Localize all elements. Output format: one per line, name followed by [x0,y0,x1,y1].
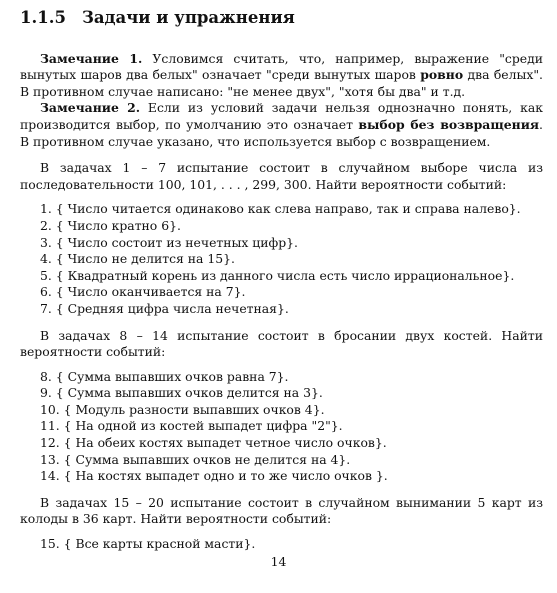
problem-item: 7. { Средняя цифра числа нечетная}. [40,300,289,316]
problem-item: 1. { Число читается одинаково как слева направо, так и справа налево}. [40,201,521,217]
problem-item: 8. { Сумма выпавших очков равна 7}. [40,368,289,384]
problem-item: 9. { Сумма выпавших очков делится на 3}. [40,385,323,401]
remark-2-text-b: . В противном случае указано, что используется выбор с возвращением. [20,116,543,149]
problem-item: 3. { Число состоит из нечетных цифр}. [40,234,298,250]
remark-2-bold: выбор без возвращения [358,116,540,132]
section-heading [20,10,543,27]
group-2-list [20,369,543,485]
remark-1-bold: ровно [420,67,464,83]
section-title: Задачи и упражнения [81,8,295,27]
problem-item: 5. { Квадратный корень из данного числа есть число иррациональное}. [40,267,515,283]
group-1-intro: В задачах 1 – 7 испытание состоит в случайном выборе числа из последовательности 100, 101, . . . , 299, 300. Найти вероятности событий: [20,160,543,192]
group-3-intro: В задачах 15 – 20 испытание состоит в случайном вынимании 5 карт из колоды в 36 карт. Найти вероятности событий: [20,494,543,527]
section-number: 1.1.5 [20,8,66,27]
remark-1-text-b: два белых". В противном случае написано: "не менее двух", "хотя бы два" и т.д. [20,67,543,99]
remark-2-label: Замечание 2. [40,100,141,116]
problem-item: 14. { На костях выпадет одно и то же число очков }. [40,468,388,484]
remark-1 [20,51,543,101]
problem-item: 4. { Число не делится на 15}. [40,251,235,267]
group-2-intro: В задачах 8 – 14 испытание состоит в бросании двух костей. Найти вероятности событий: [20,327,543,360]
problem-item: 2. { Число кратно 6}. [40,217,181,233]
problem-item: 6. { Число оканчивается на 7}. [40,284,246,300]
group-3-list [20,536,543,553]
problem-item: 15. { Все карты красной масти}. [40,536,256,552]
problem-item: 12. { На обеих костях выпадет четное число очков}. [40,435,387,451]
remark-1-label: Замечание 1. [40,50,143,66]
remark-2-text-a: Если из условий задачи нельзя однозначно понять, как производится выбор, по умолчанию это означает [20,100,543,132]
remark-1-text-a: Условимся считать, что, например, выражение "среди вынутых шаров два белых" означает "среди вынутых шаров [20,50,543,83]
remark-2 [20,100,543,150]
group-1-list [20,201,543,317]
page-number: 14 [270,554,287,570]
problem-item: 11. { На одной из костей выпадет цифра "2"}. [40,418,343,434]
problem-item: 13. { Сумма выпавших очков не делится на 4}. [40,451,351,467]
problem-item: 10. { Модуль разности выпавших очков 4}. [40,401,325,417]
